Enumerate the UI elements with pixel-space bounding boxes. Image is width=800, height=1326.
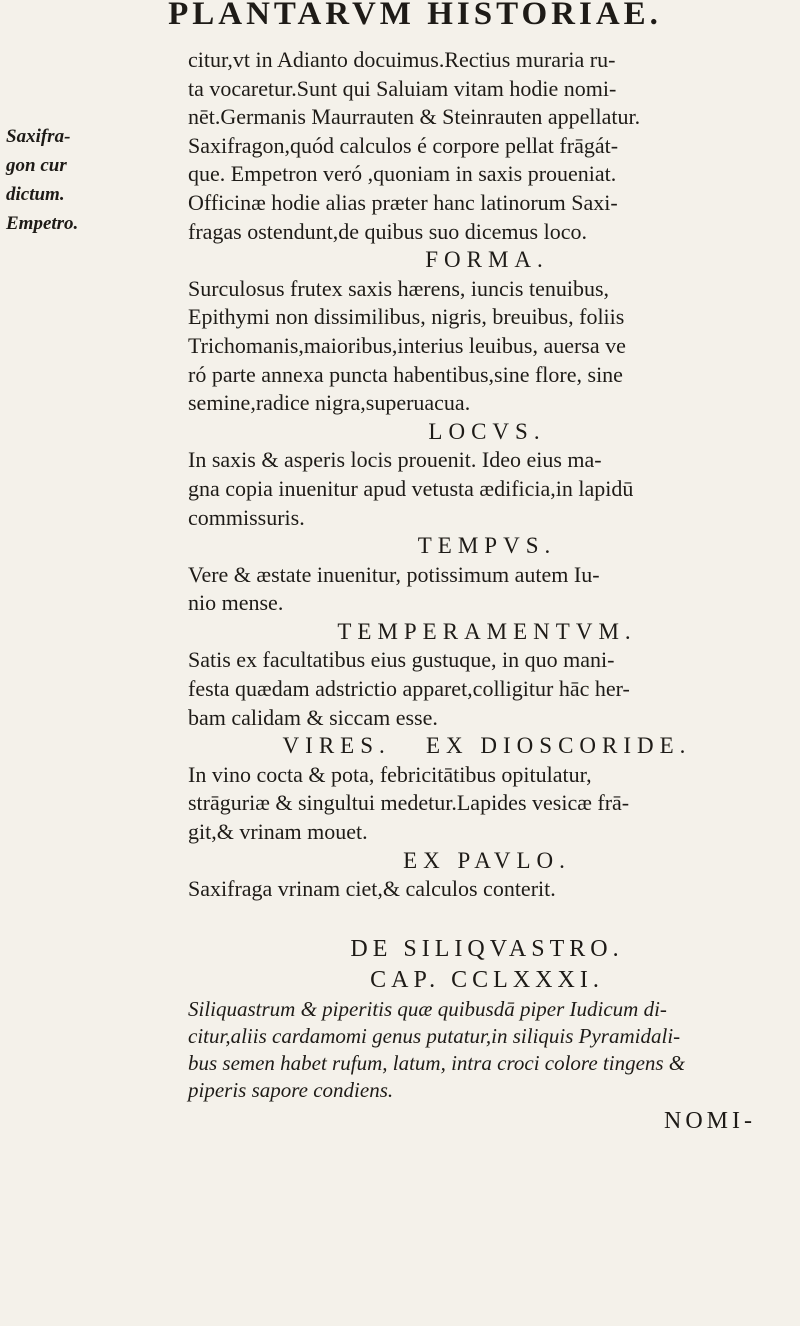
main-text: [188, 46, 786, 1135]
text-line: Trichomanis,maioribus,interius leuibus, auersa ve: [188, 332, 626, 358]
text-line: nēt.Germanis Maurrauten & Steinrauten appellatur.: [188, 104, 641, 130]
running-head: PLANTARVM HISTORIAE.: [168, 0, 662, 32]
chapter-number: CAP. CCLXXXI.: [370, 966, 604, 993]
margin-note-line: Empetro.: [6, 213, 79, 234]
chapter-intro-line: citur,aliis cardamomi genus putatur,in siliquis Pyramidali-: [188, 1023, 681, 1048]
text-line: semine,radice nigra,superuacua.: [188, 390, 471, 416]
text-line: Satis ex facultatibus eius gustuque, in quo mani-: [188, 647, 615, 673]
text-line: Saxifraga vrinam ciet,& calculos conterit.: [188, 876, 556, 902]
chapter-intro-line: Siliquastrum & piperitis quæ quibusdā piper Iudicum di-: [188, 996, 667, 1021]
text-line: Saxifragon,quód calculos é corpore pellat frāgát-: [188, 132, 619, 158]
chapter-intro-line: bus semen habet rufum, latum, intra croci colore tingens &: [188, 1050, 686, 1075]
text-line: git,& vrinam mouet.: [188, 819, 368, 845]
text-line: ta vocaretur.Sunt qui Saluiam vitam hodie nomi-: [188, 75, 617, 101]
text-line: Epithymi non dissimilibus, nigris, breuibus, foliis: [188, 304, 625, 330]
section-heading-temperamentum: TEMPERAMENTVM.: [337, 618, 637, 644]
section-heading-locus: LOCVS.: [428, 418, 546, 444]
text-line: Surculosus frutex saxis hærens, iuncis tenuibus,: [188, 275, 610, 301]
text-line: Vere & æstate inuenitur, potissimum autem Iu-: [188, 561, 600, 587]
text-line: citur,vt in Adianto docuimus.Rectius muraria ru-: [188, 47, 616, 72]
text-line: gna copia inuenitur apud vetusta ædificia,in lapidū: [188, 475, 634, 501]
section-heading-forma: FORMA.: [425, 247, 549, 273]
text-line: fragas ostendunt,de quibus suo dicemus loco.: [188, 218, 587, 244]
text-line: In vino cocta & pota, febricitātibus opitulatur,: [188, 761, 592, 787]
text-line: Officinæ hodie alias præter hanc latinorum Saxi-: [188, 189, 618, 215]
margin-note-line: dictum.: [6, 184, 65, 205]
text-line: que. Empetron veró ,quoniam in saxis proueniat.: [188, 161, 617, 187]
text-line: nio mense.: [188, 590, 284, 616]
section-heading-paulo: EX PAVLO.: [403, 847, 571, 873]
margin-note-line: gon cur: [6, 155, 67, 176]
text-line: In saxis & asperis locis prouenit. Ideo eius ma-: [188, 447, 602, 473]
text-line: ró parte annexa puncta habentibus,sine flore, sine: [188, 361, 623, 387]
margin-note-line: Saxifra-: [6, 126, 71, 147]
text-line: strāguriæ & singultui medetur.Lapides vesicæ frā-: [188, 790, 630, 816]
chapter-intro-line: piperis sapore condiens.: [188, 1077, 394, 1102]
text-line: bam calidam & siccam esse.: [188, 704, 438, 730]
catchword: NOMI-: [664, 1107, 756, 1134]
margin-note: [6, 122, 116, 238]
section-heading-tempus: TEMPVS.: [417, 533, 557, 559]
section-heading-vires: VIRES. EX DIOSCORIDE.: [282, 733, 692, 759]
text-line: festa quædam adstrictio apparet,colligitur hāc her-: [188, 676, 630, 702]
text-line: commissuris.: [188, 504, 305, 530]
chapter-title: DE SILIQVASTRO.: [350, 935, 624, 962]
